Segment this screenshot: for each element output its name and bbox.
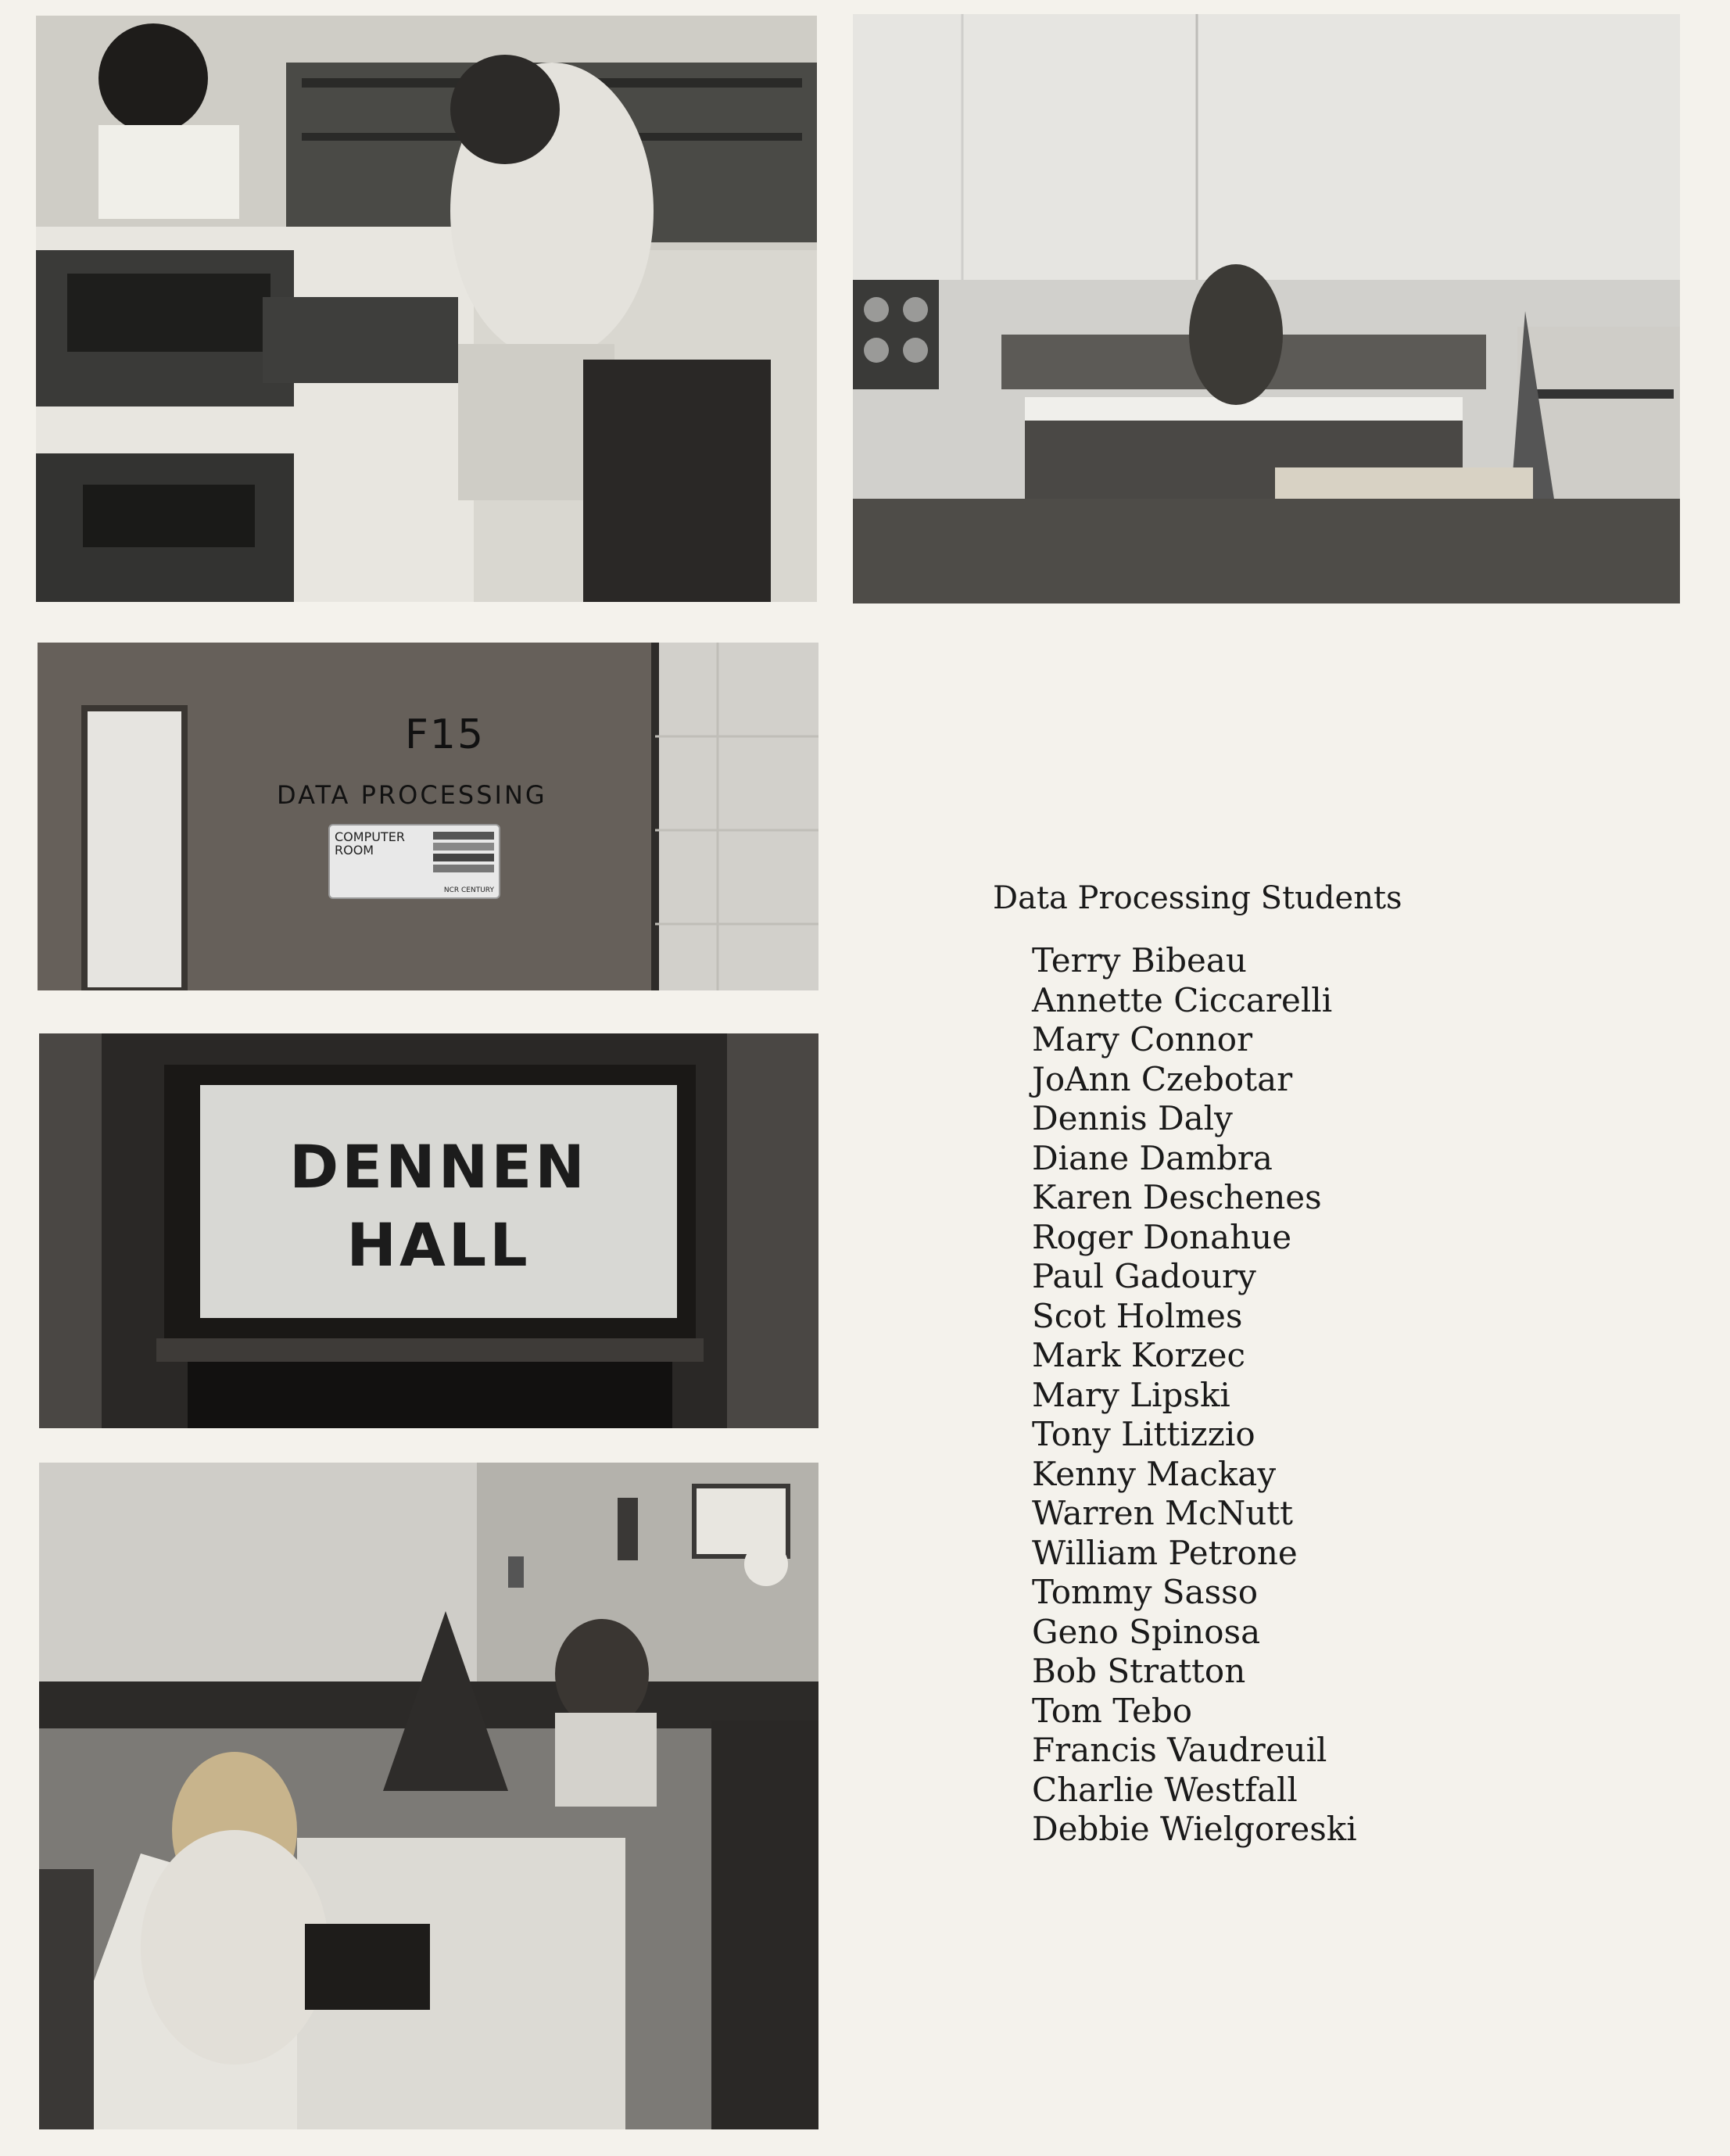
student-name: Warren McNutt [1032,1494,1294,1532]
student-name: Dennis Daly [1032,1099,1233,1137]
student-name: Roger Donahue [1032,1217,1292,1256]
student-name: Bob Stratton [1032,1652,1246,1690]
photo-students-at-table [39,1463,818,2129]
student-name: Tony Littizzio [1032,1415,1255,1453]
student-name: Diane Dambra [1032,1138,1273,1177]
sticker-line-1: COMPUTER [335,829,405,844]
sticker-stripe [433,843,494,851]
photo-dennen-hall-sign [39,1033,818,1428]
student-name: Tom Tebo [1032,1691,1192,1730]
student-name: Francis Vaudreuil [1032,1731,1327,1769]
sticker-stripe [433,865,494,872]
photo-data-processing-door [38,643,818,990]
student-name: Annette Ciccarelli [1032,980,1333,1019]
student-name: Mary Lipski [1032,1375,1230,1414]
hall-sign-line-1: DENNEN [289,1132,588,1202]
computer-room-sticker [328,824,500,899]
roster-title: Data Processing Students [993,880,1402,916]
student-name: Geno Spinosa [1032,1612,1261,1651]
hall-sign-line-2: HALL [346,1210,531,1280]
student-name: Mary Connor [1032,1020,1253,1058]
sticker-stripe [433,832,494,840]
student-name: Debbie Wielgoreski [1032,1810,1357,1848]
student-name: JoAnn Czebotar [1032,1059,1293,1098]
hall-sign-panel [200,1085,677,1318]
photo-student-at-desk [853,14,1680,603]
student-name: Scot Holmes [1032,1296,1243,1335]
door-label: DATA PROCESSING [277,780,547,810]
student-name: Charlie Westfall [1032,1770,1298,1809]
student-name: Paul Gadoury [1032,1257,1256,1295]
sticker-brand: NCR CENTURY [443,886,494,894]
sticker-line-2: ROOM [335,843,374,858]
student-name: William Petrone [1032,1533,1298,1572]
student-name: Kenny Mackay [1032,1454,1277,1493]
room-number: F15 [405,711,485,758]
student-name: Tommy Sasso [1032,1573,1258,1611]
student-name: Mark Korzec [1032,1336,1246,1374]
photo-office-machines [36,16,817,602]
student-name: Terry Bibeau [1032,941,1247,980]
roster-list [993,941,1402,1850]
student-name: Karen Deschenes [1032,1178,1322,1216]
sticker-stripe [433,854,494,861]
roster [993,879,1402,1850]
